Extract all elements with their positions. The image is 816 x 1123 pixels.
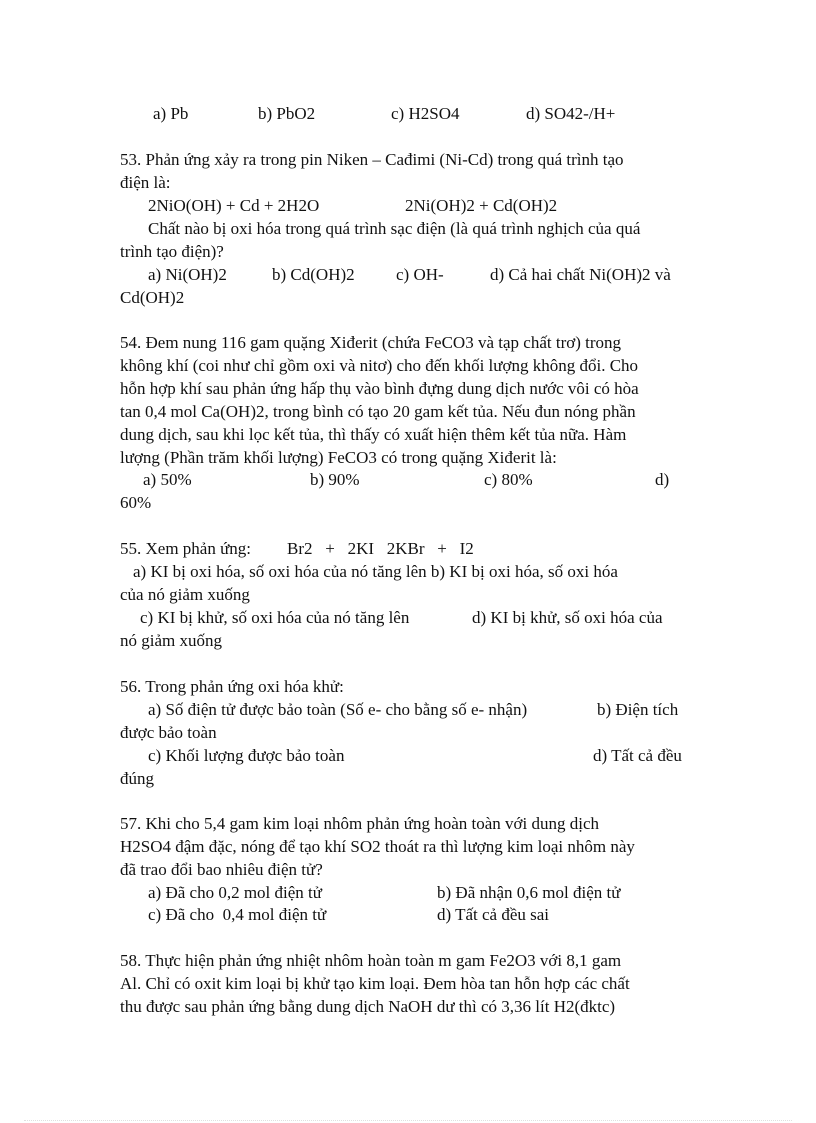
q54-text-line-3: hỗn hợp khí sau phản ứng hấp thụ vào bình đựng dung dịch nước vôi có hòa — [120, 379, 639, 398]
q53-equation-right: 2Ni(OH)2 + Cd(OH)2 — [405, 196, 558, 215]
q52-option-c: c) H2SO4 — [391, 104, 460, 123]
q55-text-line-2: a) KI bị oxi hóa, số oxi hóa của nó tăng lên b) KI bị oxi hóa, số oxi hóa — [133, 562, 618, 581]
q54-text-line-2: không khí (coi như chỉ gồm oxi và nitơ) cho đến khối lượng không đổi. Cho — [120, 356, 639, 375]
q57-option-c: c) Đã cho 0,4 mol điện tử — [148, 905, 327, 924]
q55-option-d: d) KI bị khử, số oxi hóa của — [472, 608, 663, 627]
q53-option-b: b) Cd(OH)2 — [272, 265, 355, 284]
q53-equation-left: 2NiO(OH) + Cd + 2H2O — [148, 196, 320, 215]
q53-text-line-1: 53. Phản ứng xảy ra trong pin Niken – Cađimi (Ni-Cd) trong quá trình tạo — [120, 150, 624, 169]
q52-option-d: d) SO42-/H+ — [526, 104, 616, 123]
q54-text-line-6: lượng (Phần trăm khối lượng) FeCO3 có trong quặng Xiđerit là: — [120, 448, 557, 467]
q58-text-line-2: Al. Chỉ có oxit kim loại bị khử tạo kim loại. Đem hòa tan hỗn hợp các chất — [120, 974, 630, 993]
q56-option-d: d) Tất cả đều — [593, 746, 682, 765]
q52-option-a: a) Pb — [153, 104, 189, 123]
q55-option-c: c) KI bị khử, số oxi hóa của nó tăng lên — [140, 608, 410, 627]
q55-label: 55. Xem phản ứng: — [120, 539, 252, 558]
q52-option-b: b) PbO2 — [258, 104, 316, 123]
q54-option-b: b) 90% — [310, 470, 360, 489]
q53-option-d-continued: Cd(OH)2 — [120, 288, 185, 307]
q53-text-line-5: trình tạo điện)? — [120, 242, 224, 261]
q56-option-c: c) Khối lượng được bảo toàn — [148, 746, 345, 765]
q57-text-line-1: 57. Khi cho 5,4 gam kim loại nhôm phản ứng hoàn toàn với dung dịch — [120, 814, 600, 833]
q53-option-a: a) Ni(OH)2 — [148, 265, 227, 284]
q54-option-d-continued: 60% — [120, 493, 152, 512]
q56-text-line-3: được bảo toàn — [120, 723, 217, 742]
q54-text-line-1: 54. Đem nung 116 gam quặng Xiđerit (chứa FeCO3 và tạp chất trơ) trong — [120, 333, 622, 352]
q56-option-b: b) Điện tích — [597, 700, 679, 719]
q55-equation: Br2 + 2KI 2KBr + I2 — [287, 539, 474, 558]
q56-text-line-1: 56. Trong phản ứng oxi hóa khử: — [120, 677, 344, 696]
q58-text-line-1: 58. Thực hiện phản ứng nhiệt nhôm hoàn toàn m gam Fe2O3 với 8,1 gam — [120, 951, 622, 970]
q55-text-line-5: nó giảm xuống — [120, 631, 222, 650]
q54-text-line-5: dung dịch, sau khi lọc kết tủa, thì thấy có xuất hiện thêm kết tủa nữa. Hàm — [120, 425, 627, 444]
q57-text-line-3: đã trao đổi bao nhiêu điện tử? — [120, 860, 323, 879]
q57-option-a: a) Đã cho 0,2 mol điện tử — [148, 883, 322, 902]
q58-text-line-3: thu được sau phản ứng bằng dung dịch NaOH dư thì có 3,36 lít H2(đktc) — [120, 997, 616, 1016]
page-bottom-divider — [24, 1120, 792, 1121]
q54-option-c: c) 80% — [484, 470, 533, 489]
q53-text-line-4: Chất nào bị oxi hóa trong quá trình sạc điện (là quá trình nghịch của quá — [148, 219, 641, 238]
q56-option-a: a) Số điện tử được bảo toàn (Số e- cho bằng số e- nhận) — [148, 700, 528, 719]
q54-option-a: a) 50% — [143, 470, 192, 489]
q57-option-b: b) Đã nhận 0,6 mol điện tử — [437, 883, 621, 902]
q56-text-line-5: đúng — [120, 769, 154, 788]
q53-text-line-2: điện là: — [120, 173, 171, 192]
q53-option-d: d) Cả hai chất Ni(OH)2 và — [490, 265, 671, 284]
q55-text-line-3: của nó giảm xuống — [120, 585, 250, 604]
q57-text-line-2: H2SO4 đậm đặc, nóng để tạo khí SO2 thoát ra thì lượng kim loại nhôm này — [120, 837, 635, 856]
q54-option-d: d) — [655, 470, 670, 489]
q53-option-c: c) OH- — [396, 265, 444, 284]
q57-option-d: d) Tất cả đều sai — [437, 905, 550, 924]
q54-text-line-4: tan 0,4 mol Ca(OH)2, trong bình có tạo 20 gam kết tủa. Nếu đun nóng phần — [120, 402, 636, 421]
